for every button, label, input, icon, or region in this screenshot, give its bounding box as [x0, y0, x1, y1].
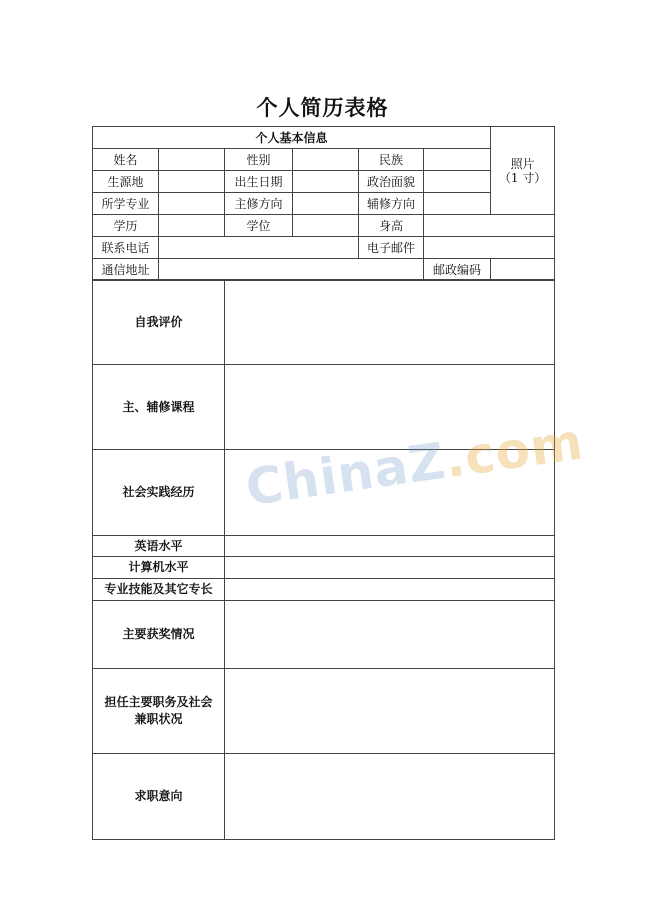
birthplace-field[interactable]	[159, 171, 225, 193]
skills-label: 专业技能及其它专长	[93, 579, 225, 601]
watermark-main-text: ChinaZ	[242, 431, 450, 518]
degree-label: 学位	[225, 215, 293, 237]
social-practice-label: 社会实践经历	[93, 450, 225, 536]
positions-label: 担任主要职务及社会兼职状况	[93, 669, 225, 754]
phone-label: 联系电话	[93, 237, 159, 259]
positions-field[interactable]	[225, 669, 555, 754]
awards-label: 主要获奖情况	[93, 601, 225, 669]
photo-box[interactable]	[491, 127, 555, 215]
courses-label: 主、辅修课程	[93, 365, 225, 450]
political-status-label: 政治面貌	[359, 171, 424, 193]
resume-table	[92, 126, 555, 281]
postcode-field[interactable]	[491, 259, 555, 281]
degree-field[interactable]	[293, 215, 359, 237]
phone-field[interactable]	[159, 237, 359, 259]
major-label: 所学专业	[93, 193, 159, 215]
page-title: 个人简历表格	[256, 95, 389, 120]
self-evaluation-field[interactable]	[225, 280, 555, 365]
english-level-field[interactable]	[225, 536, 555, 557]
address-label: 通信地址	[93, 259, 159, 281]
minor-direction-label: 辅修方向	[359, 193, 424, 215]
basic-info-header: 个人基本信息	[93, 127, 491, 149]
job-intention-label: 求职意向	[93, 754, 225, 840]
education-field[interactable]	[159, 215, 225, 237]
photo-label: 照片	[510, 156, 535, 171]
height-field[interactable]	[424, 215, 555, 237]
ethnicity-label: 民族	[359, 149, 424, 171]
job-intention-field[interactable]	[225, 754, 555, 840]
major-direction-field[interactable]	[293, 193, 359, 215]
awards-field[interactable]	[225, 601, 555, 669]
birthplace-label: 生源地	[93, 171, 159, 193]
email-field[interactable]	[424, 237, 555, 259]
education-label: 学历	[93, 215, 159, 237]
gender-field[interactable]	[293, 149, 359, 171]
resume-sections-table	[92, 279, 555, 840]
birthdate-field[interactable]	[293, 171, 359, 193]
computer-level-field[interactable]	[225, 557, 555, 579]
photo-size-label: （1 寸）	[498, 170, 547, 185]
name-field[interactable]	[159, 149, 225, 171]
name-label: 姓名	[93, 149, 159, 171]
self-evaluation-label: 自我评价	[93, 280, 225, 365]
political-status-field[interactable]	[424, 171, 491, 193]
major-direction-label: 主修方向	[225, 193, 293, 215]
birthdate-label: 出生日期	[225, 171, 293, 193]
resume-form	[92, 126, 554, 841]
watermark-tail-text: .com	[441, 412, 588, 490]
skills-field[interactable]	[225, 579, 555, 601]
address-field[interactable]	[159, 259, 424, 281]
social-practice-field[interactable]	[225, 450, 555, 536]
courses-field[interactable]	[225, 365, 555, 450]
gender-label: 性别	[225, 149, 293, 171]
major-field[interactable]	[159, 193, 225, 215]
postcode-label: 邮政编码	[424, 259, 491, 281]
english-level-label: 英语水平	[93, 536, 225, 557]
email-label: 电子邮件	[359, 237, 424, 259]
computer-level-label: 计算机水平	[93, 557, 225, 579]
height-label: 身高	[359, 215, 424, 237]
minor-direction-field[interactable]	[424, 193, 491, 215]
ethnicity-field[interactable]	[424, 149, 491, 171]
